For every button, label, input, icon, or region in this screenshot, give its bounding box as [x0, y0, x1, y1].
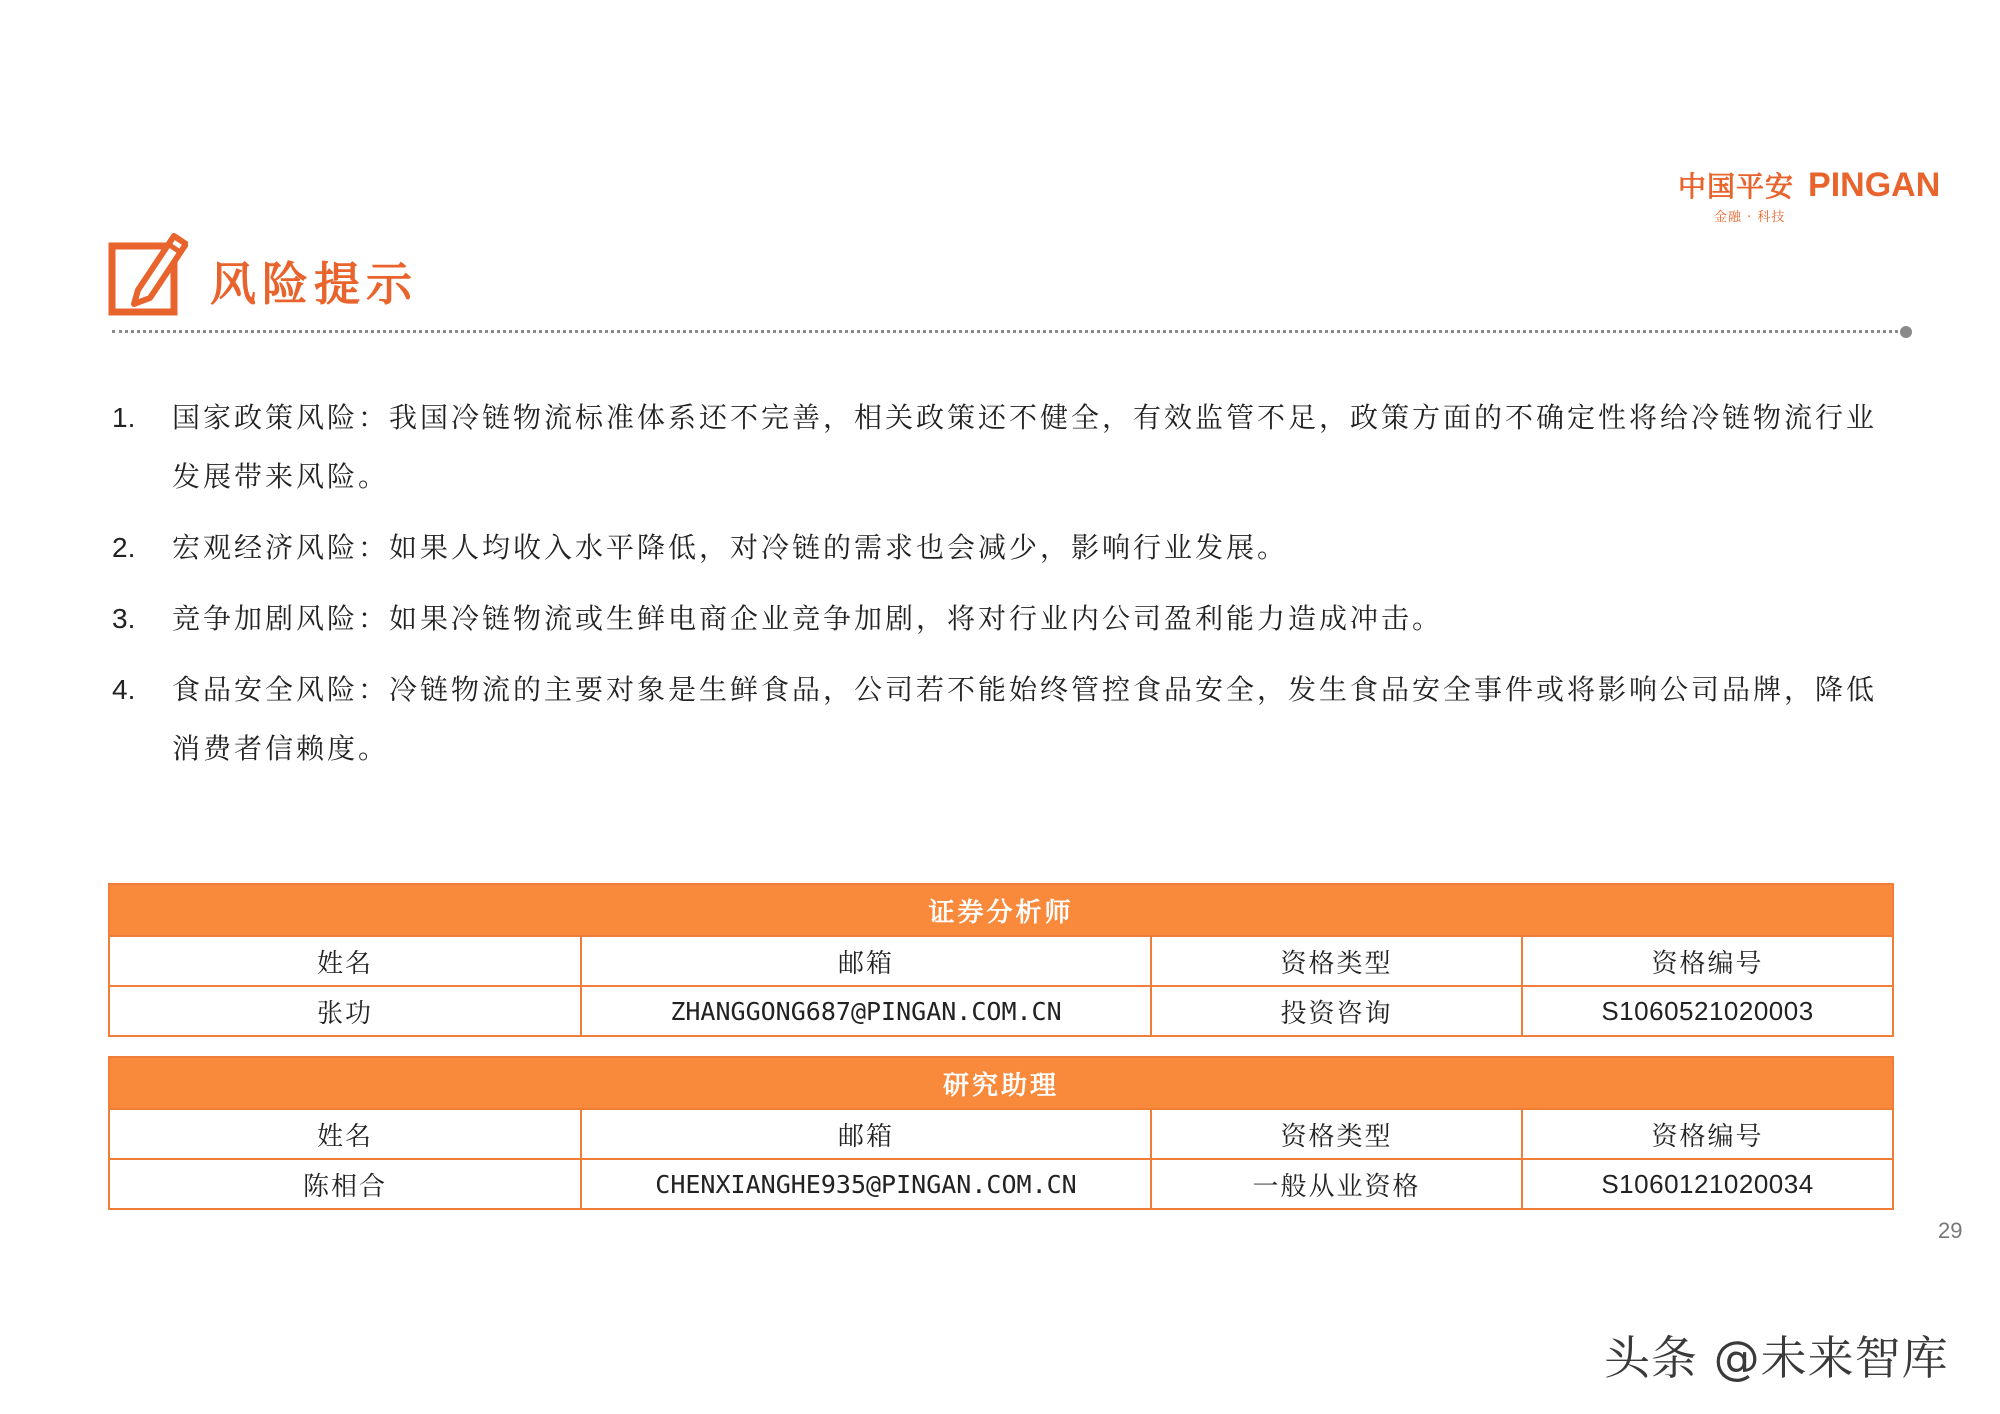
logo-tagline: 金融 · 科技 [1714, 210, 1786, 225]
assistant-qualification-type: 一般从业资格 [1151, 1159, 1522, 1209]
header-qualification-number: 资格编号 [1522, 936, 1893, 986]
analyst-qualification-type: 投资咨询 [1151, 986, 1522, 1036]
page-number: 29 [1938, 1218, 1963, 1243]
header-email: 邮箱 [581, 1109, 1151, 1159]
risk-text: 宏观经济风险：如果人均收入水平降低，对冷链的需求也会减少，影响行业发展。 [172, 531, 1289, 564]
risk-number: 1. [112, 402, 136, 433]
header-name: 姓名 [109, 936, 581, 986]
assistant-name: 陈相合 [109, 1159, 581, 1209]
risk-text: 食品安全风险：冷链物流的主要对象是生鲜食品，公司若不能始终管控食品安全，发生食品安全事件或将影响公司品牌，降低消费者信赖度。 [172, 673, 1878, 765]
risk-text: 国家政策风险：我国冷链物流标准体系还不完善，相关政策还不健全，有效监管不足，政策方面的不确定性将给冷链物流行业发展带来风险。 [172, 401, 1878, 493]
title-divider [112, 330, 1904, 333]
watermark: 头条 @未来智库 [1604, 1331, 1949, 1385]
risk-text: 竞争加剧风险：如果冷链物流或生鲜电商企业竞争加剧，将对行业内公司盈利能力造成冲击。 [172, 602, 1444, 635]
header-name: 姓名 [109, 1109, 581, 1159]
table-row [109, 986, 1893, 1036]
risk-number: 3. [112, 603, 136, 634]
assistant-qualification-number: S1060121020034 [1522, 1159, 1893, 1209]
assistant-table-title: 研究助理 [109, 1057, 1893, 1109]
analyst-email: ZHANGGONG687@PINGAN.COM.CN [581, 986, 1151, 1036]
risk-item [112, 388, 1892, 506]
analyst-table [108, 883, 1894, 1037]
table-row [109, 1159, 1893, 1209]
assistant-table [108, 1056, 1894, 1210]
risk-list [112, 388, 1892, 790]
logo-name-en: PINGAN [1808, 165, 1941, 204]
header-email: 邮箱 [581, 936, 1151, 986]
edit-pen-icon [108, 232, 188, 318]
header-qualification-number: 资格编号 [1522, 1109, 1893, 1159]
header-qualification-type: 资格类型 [1151, 1109, 1522, 1159]
divider-end-dot [1900, 326, 1912, 338]
analyst-table-title: 证券分析师 [109, 884, 1893, 936]
page-title: 风险提示 [210, 257, 418, 311]
pingan-logo [1678, 166, 1988, 226]
logo-name-cn: 中国平安 [1678, 170, 1795, 203]
risk-item [112, 518, 1892, 577]
assistant-email: CHENXIANGHE935@PINGAN.COM.CN [581, 1159, 1151, 1209]
analyst-name: 张功 [109, 986, 581, 1036]
risk-item [112, 589, 1892, 648]
analyst-qualification-number: S1060521020003 [1522, 986, 1893, 1036]
risk-item [112, 660, 1892, 778]
risk-number: 2. [112, 532, 136, 563]
header-qualification-type: 资格类型 [1151, 936, 1522, 986]
table-header-row [109, 1109, 1893, 1159]
table-header-row [109, 936, 1893, 986]
risk-number: 4. [112, 674, 136, 705]
